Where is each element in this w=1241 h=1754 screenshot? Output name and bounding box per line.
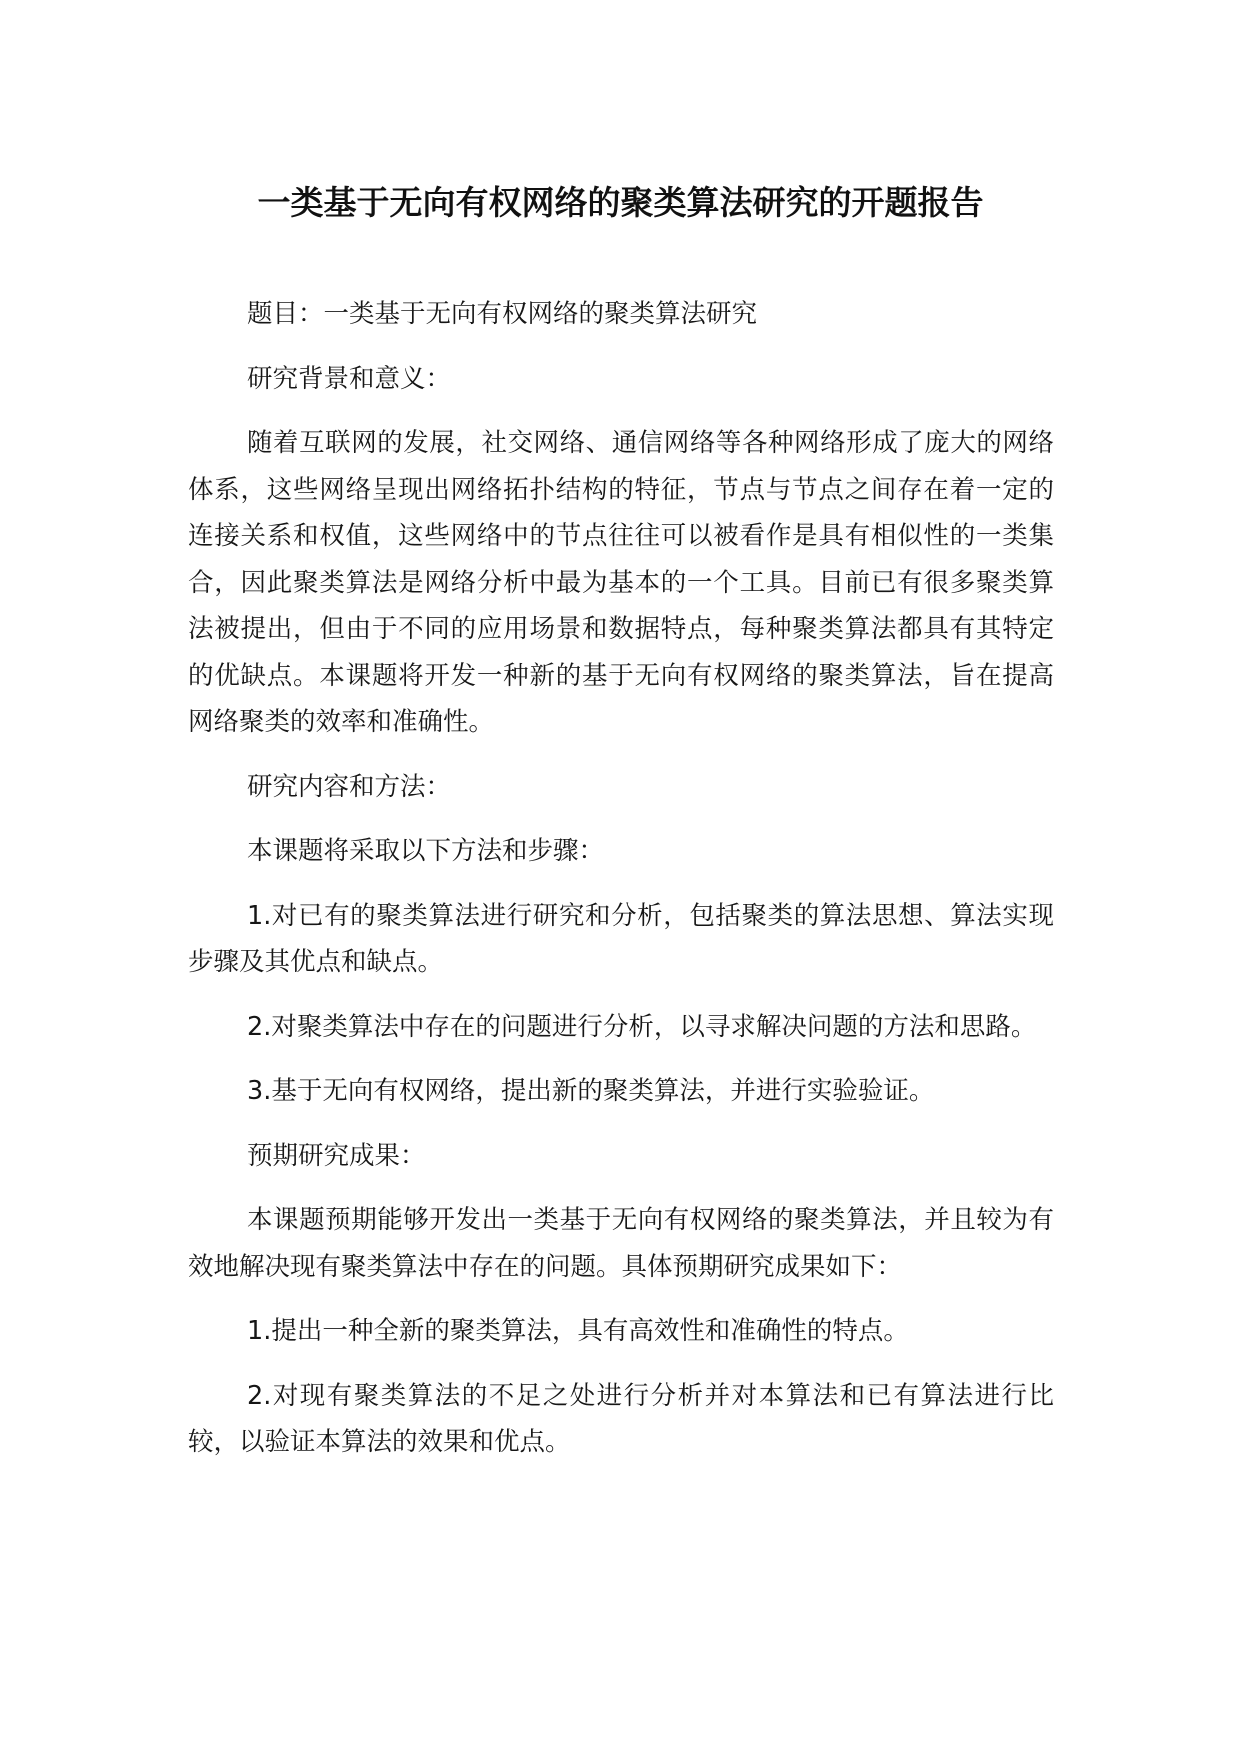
- list-item-method-1: 1.对已有的聚类算法进行研究和分析，包括聚类的算法思想、算法实现步骤及其优点和缺点。: [188, 900, 1054, 977]
- document-title: 一类基于无向有权网络的聚类算法研究的开题报告: [257, 183, 984, 222]
- paragraph-background: 随着互联网的发展，社交网络、通信网络等各种网络形成了庞大的网络体系，这些网络呈现出网络拓扑结构的特征，节点与节点之间存在着一定的连接关系和权值，这些网络中的节点往往可以被看作是具有相似性的一类集合，因此聚类算法是网络分析中最为基本的一个工具。目前已有很多聚类算法被提出，但由于不同的应用场景和数据特点，每种聚类算法都具有其特定的优缺点。本课题将开发一种新的基于无向有权网络的聚类算法，旨在提高网络聚类的效率和准确性。: [188, 428, 1054, 737]
- heading-methods: 研究内容和方法：: [247, 771, 452, 802]
- list-item-result-1: 1.提出一种全新的聚类算法，具有高效性和准确性的特点。: [247, 1316, 909, 1346]
- list-item-result-2: 2.对现有聚类算法的不足之处进行分析并对本算法和已有算法进行比较，以验证本算法的效果和优点。: [188, 1380, 1054, 1457]
- heading-expected-results: 预期研究成果：: [247, 1140, 426, 1171]
- list-item-method-3: 3.基于无向有权网络，提出新的聚类算法，并进行实验验证。: [247, 1076, 935, 1106]
- paragraph-methods-intro: 本课题将采取以下方法和步骤：: [247, 836, 605, 866]
- list-item-method-2: 2.对聚类算法中存在的问题进行分析，以寻求解决问题的方法和思路。: [247, 1011, 1037, 1042]
- heading-background: 研究背景和意义：: [247, 363, 452, 394]
- paragraph-expected-results: 本课题预期能够开发出一类基于无向有权网络的聚类算法，并且较为有效地解决现有聚类算法中存在的问题。具体预期研究成果如下：: [188, 1205, 1054, 1282]
- document-body: [188, 291, 1054, 1466]
- paragraph-topic: 题目：一类基于无向有权网络的聚类算法研究: [247, 299, 758, 329]
